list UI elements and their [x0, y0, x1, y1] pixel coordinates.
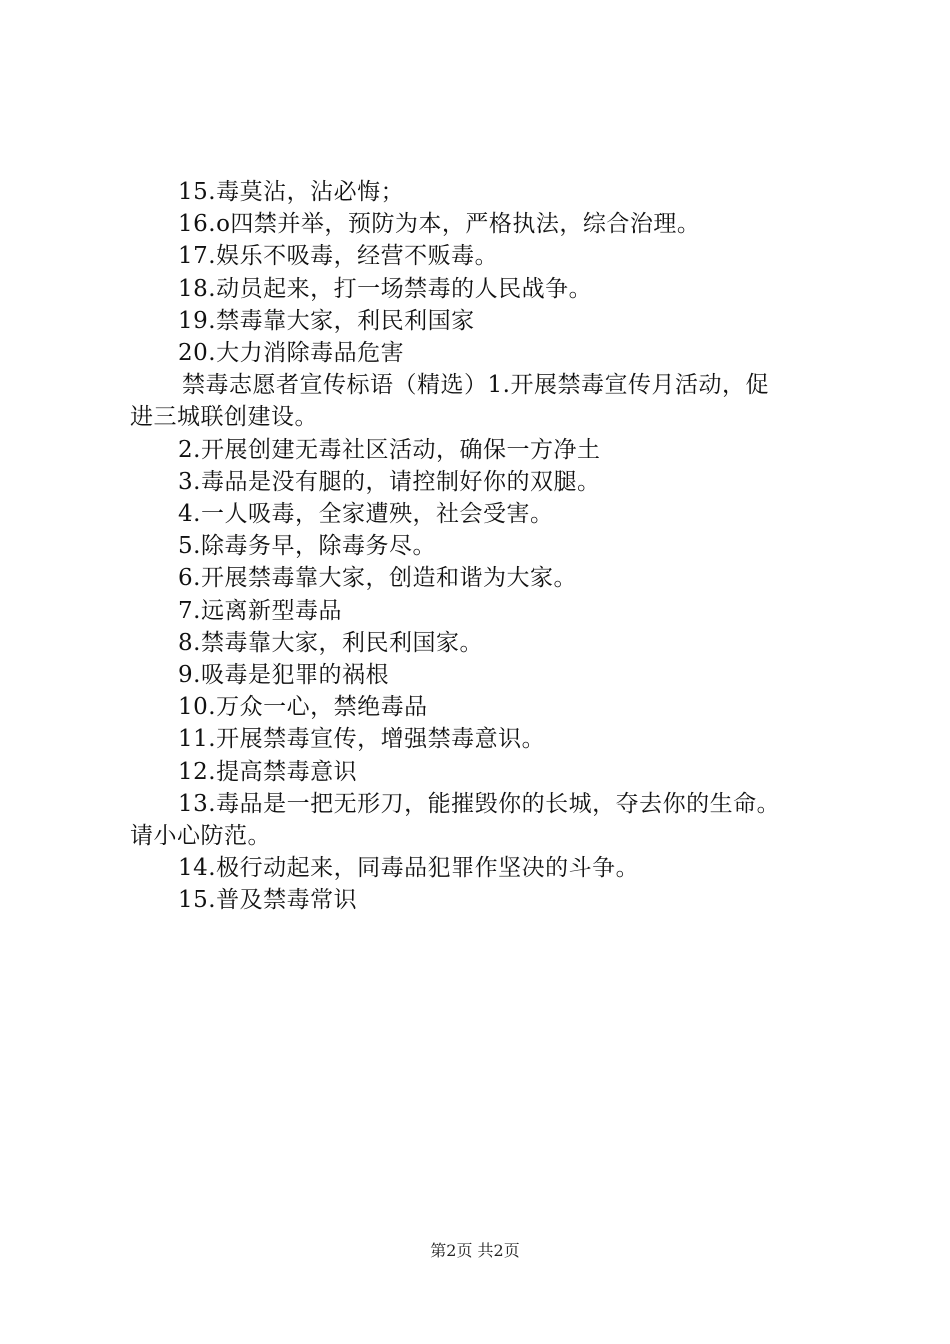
text-line: 19.禁毒靠大家，利民利国家	[178, 307, 475, 334]
text-line: 10.万众一心，禁绝毒品	[178, 694, 428, 721]
text-line: 5.除毒务早，除毒务尽。	[178, 533, 436, 560]
section-heading-line: 禁毒志愿者宣传标语（精选）1.开展禁毒宣传月活动，促	[182, 372, 769, 399]
text-line: 7.远离新型毒品	[178, 597, 342, 624]
text-line: 9.吸毒是犯罪的祸根	[178, 662, 389, 689]
text-line: 4.一人吸毒，全家遭殃，社会受害。	[178, 501, 554, 528]
text-line-continuation: 请小心防范。	[130, 823, 271, 850]
page-number-footer: 第2页 共2页	[430, 1241, 520, 1260]
text-line: 6.开展禁毒靠大家，创造和谐为大家。	[178, 565, 577, 592]
text-line: 18.动员起来，打一场禁毒的人民战争。	[178, 275, 593, 302]
text-line: 14.极行动起来，同毒品犯罪作坚决的斗争。	[178, 855, 640, 882]
text-line: 3.毒品是没有腿的，请控制好你的双腿。	[178, 468, 601, 495]
text-line: 11.开展禁毒宣传，增强禁毒意识。	[178, 726, 546, 753]
text-line: 16.o四禁并举，预防为本，严格执法，综合治理。	[178, 211, 701, 238]
text-line: 13.毒品是一把无形刀，能摧毁你的长城，夺去你的生命。	[178, 790, 781, 817]
text-line: 15.毒莫沾，沾必悔；	[178, 179, 405, 205]
text-line: 2.开展创建无毒社区活动，确保一方净土	[178, 436, 601, 463]
document-body	[130, 176, 835, 917]
text-line: 8.禁毒靠大家，利民利国家。	[178, 629, 483, 656]
text-line: 20.大力消除毒品危害	[178, 340, 405, 367]
text-line-continuation: 进三城联创建设。	[130, 404, 318, 431]
text-line: 15.普及禁毒常识	[178, 887, 358, 914]
text-line: 17.娱乐不吸毒，经营不贩毒。	[178, 243, 499, 270]
text-line: 12.提高禁毒意识	[178, 758, 358, 785]
